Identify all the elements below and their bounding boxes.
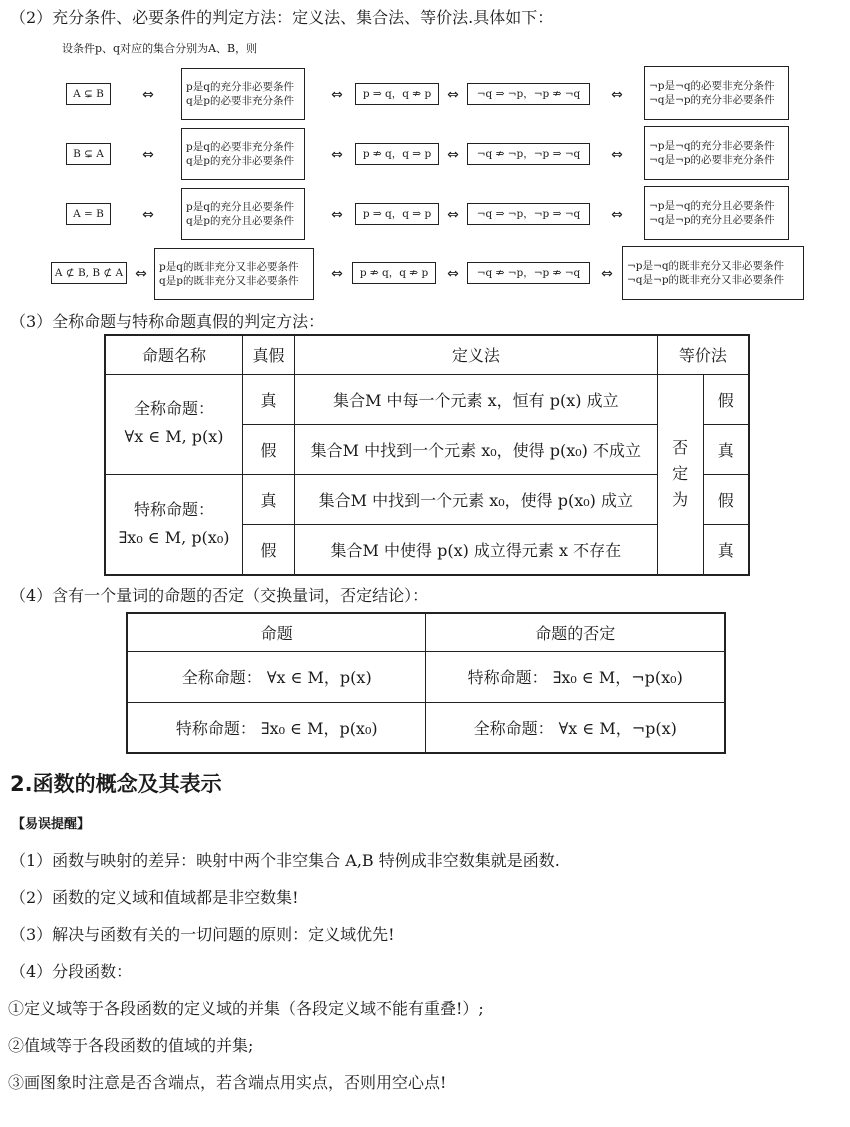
definition-line: p是q的充分且必要条件 (186, 201, 294, 213)
definition-box (154, 248, 314, 300)
equiv-arrow-icon: ⇔ (447, 87, 459, 103)
negation-line: ¬q是¬p的既非充分又非必要条件 (627, 274, 785, 286)
header-truth: 真假 (243, 335, 295, 374)
tip-label: 【易误提醒】 (12, 817, 91, 832)
section-2-intro: 设条件p、q对应的集合分别为A、B，则 (62, 42, 258, 55)
definition-line: p是q的既非充分又非必要条件 (159, 261, 299, 273)
negation-line: ¬p是¬q的既非充分又非必要条件 (627, 260, 785, 272)
chapter-heading: 2.函数的概念及其表示 (10, 772, 222, 796)
header-proposition-name: 命题名称 (105, 335, 243, 374)
equiv-arrow-icon: ⇔ (447, 147, 459, 163)
definition-line: p是q的必要非充分条件 (186, 141, 294, 153)
equiv-arrow-icon: ⇔ (331, 207, 343, 223)
truth-value: 真 (243, 374, 295, 424)
equiv-arrow-icon: ⇔ (447, 266, 459, 282)
contrapositive-box: ¬q ⇒ ¬p，¬p ⇏ ¬q (467, 83, 590, 105)
truth-value: 假 (243, 424, 295, 474)
section-2-title: （2）充分条件、必要条件的判定方法：定义法、集合法、等价法.具体如下： (10, 8, 554, 27)
vertical-char: 定 (672, 464, 689, 484)
equiv-arrow-icon: ⇔ (331, 87, 343, 103)
equiv-arrow-icon: ⇔ (142, 207, 154, 223)
equiv-arrow-icon: ⇔ (611, 87, 623, 103)
truth-value: 真 (243, 475, 295, 525)
header-negation: 命题的否定 (426, 613, 725, 651)
definition-line: q是p的既非充分又非必要条件 (159, 275, 299, 287)
vertical-char: 否 (672, 438, 689, 458)
universal-label: 全称命题： (134, 399, 215, 419)
equivalence-value: 真 (703, 424, 749, 474)
set-relation-box: A ⊊ B (66, 83, 111, 105)
equiv-arrow-icon: ⇔ (142, 87, 154, 103)
paragraph: （3）解决与函数有关的一切问题的原则：定义域优先! (10, 925, 395, 944)
equivalence-value: 假 (703, 475, 749, 525)
implication-box: p ⇒ q，q ⇏ p (355, 83, 439, 105)
equiv-arrow-icon: ⇔ (611, 207, 623, 223)
negation-line: ¬q是¬p的充分且必要条件 (649, 214, 775, 226)
definition-cell: 集合M 中找到一个元素 x₀，使得 p(x₀) 成立 (294, 475, 657, 525)
definition-box (181, 68, 305, 120)
definition-cell: 集合M 中使得 p(x) 成立得元素 x 不存在 (294, 525, 657, 575)
negation-cell: 全称命题： ∀x ∈ M，¬p(x) (426, 702, 725, 753)
negation-line: ¬q是¬p的必要非充分条件 (649, 154, 775, 166)
equiv-arrow-icon: ⇔ (331, 147, 343, 163)
universal-formula: ∀x ∈ M, p(x) (124, 427, 224, 447)
paragraph: ②值域等于各段函数的值域的并集; (8, 1036, 254, 1055)
implication-box: p ⇏ q，q ⇏ p (352, 262, 436, 284)
implication-box: p ⇏ q，q ⇒ p (355, 143, 439, 165)
negation-line: ¬p是¬q的充分且必要条件 (649, 200, 775, 212)
existential-label: 特称命题： (134, 499, 215, 519)
proposition-cell: 全称命题： ∀x ∈ M，p(x) (127, 651, 426, 702)
negation-line: ¬p是¬q的必要非充分条件 (649, 80, 775, 92)
equiv-arrow-icon: ⇔ (447, 207, 459, 223)
paragraph: （4）分段函数： (10, 962, 133, 981)
definition-box (181, 128, 305, 180)
paragraph: ①定义域等于各段函数的定义域的并集（各段定义域不能有重叠!）; (8, 999, 484, 1018)
negation-table (126, 612, 726, 754)
definition-cell: 集合M 中每一个元素 x，恒有 p(x) 成立 (294, 374, 657, 424)
definition-line: p是q的充分非必要条件 (186, 81, 294, 93)
paragraph: ③画图象时注意是否含端点，若含端点用实点，否则用空心点! (8, 1073, 447, 1092)
definition-line: q是p的充分且必要条件 (186, 215, 294, 227)
truth-value: 假 (243, 525, 295, 575)
definition-cell: 集合M 中找到一个元素 x₀，使得 p(x₀) 不成立 (294, 424, 657, 474)
existential-formula: ∃x₀ ∈ M, p(x₀) (118, 527, 230, 547)
negation-box (622, 246, 804, 300)
proposition-cell: 特称命题： ∃x₀ ∈ M，p(x₀) (127, 702, 426, 753)
equiv-arrow-icon: ⇔ (331, 266, 343, 282)
header-equivalence: 等价法 (657, 335, 749, 374)
negation-cell: 特称命题： ∃x₀ ∈ M，¬p(x₀) (426, 651, 725, 702)
negation-box (644, 186, 789, 240)
set-relation-box: B ⊊ A (66, 143, 111, 165)
contrapositive-box: ¬q ⇒ ¬p，¬p ⇒ ¬q (467, 203, 590, 225)
set-relation-box: A ⊄ B, B ⊄ A (51, 262, 127, 284)
contrapositive-box: ¬q ⇏ ¬p，¬p ⇏ ¬q (467, 262, 590, 284)
negation-box (644, 66, 789, 120)
negation-box (644, 126, 789, 180)
header-definition: 定义法 (294, 335, 657, 374)
definition-line: q是p的必要非充分条件 (186, 95, 294, 107)
equiv-arrow-icon: ⇔ (611, 147, 623, 163)
definition-line: q是p的充分非必要条件 (186, 155, 294, 167)
contrapositive-box: ¬q ⇏ ¬p，¬p ⇒ ¬q (467, 143, 590, 165)
equiv-arrow-icon: ⇔ (142, 147, 154, 163)
definition-box (181, 188, 305, 240)
existential-proposition-cell (105, 475, 243, 575)
paragraph: （2）函数的定义域和值域都是非空数集! (10, 888, 299, 907)
universal-proposition-cell (105, 374, 243, 474)
equivalence-value: 假 (703, 374, 749, 424)
equivalence-value: 真 (703, 525, 749, 575)
paragraph: （1）函数与映射的差异：映射中两个非空集合 A,B 特例成非空数集就是函数. (10, 851, 560, 870)
equiv-arrow-icon: ⇔ (601, 266, 613, 282)
negation-equivalent-cell (657, 374, 703, 575)
negation-line: ¬p是¬q的充分非必要条件 (649, 140, 775, 152)
section-3-title: （3）全称命题与特称命题真假的判定方法： (10, 312, 325, 331)
equiv-arrow-icon: ⇔ (135, 266, 147, 282)
header-proposition: 命题 (127, 613, 426, 651)
negation-line: ¬q是¬p的充分非必要条件 (649, 94, 775, 106)
truth-judgement-table (104, 334, 750, 576)
vertical-char: 为 (672, 490, 689, 510)
set-relation-box: A = B (66, 203, 111, 225)
section-4-title: （4）含有一个量词的命题的否定（交换量词，否定结论）： (10, 586, 429, 605)
implication-box: p ⇒ q，q ⇒ p (355, 203, 439, 225)
